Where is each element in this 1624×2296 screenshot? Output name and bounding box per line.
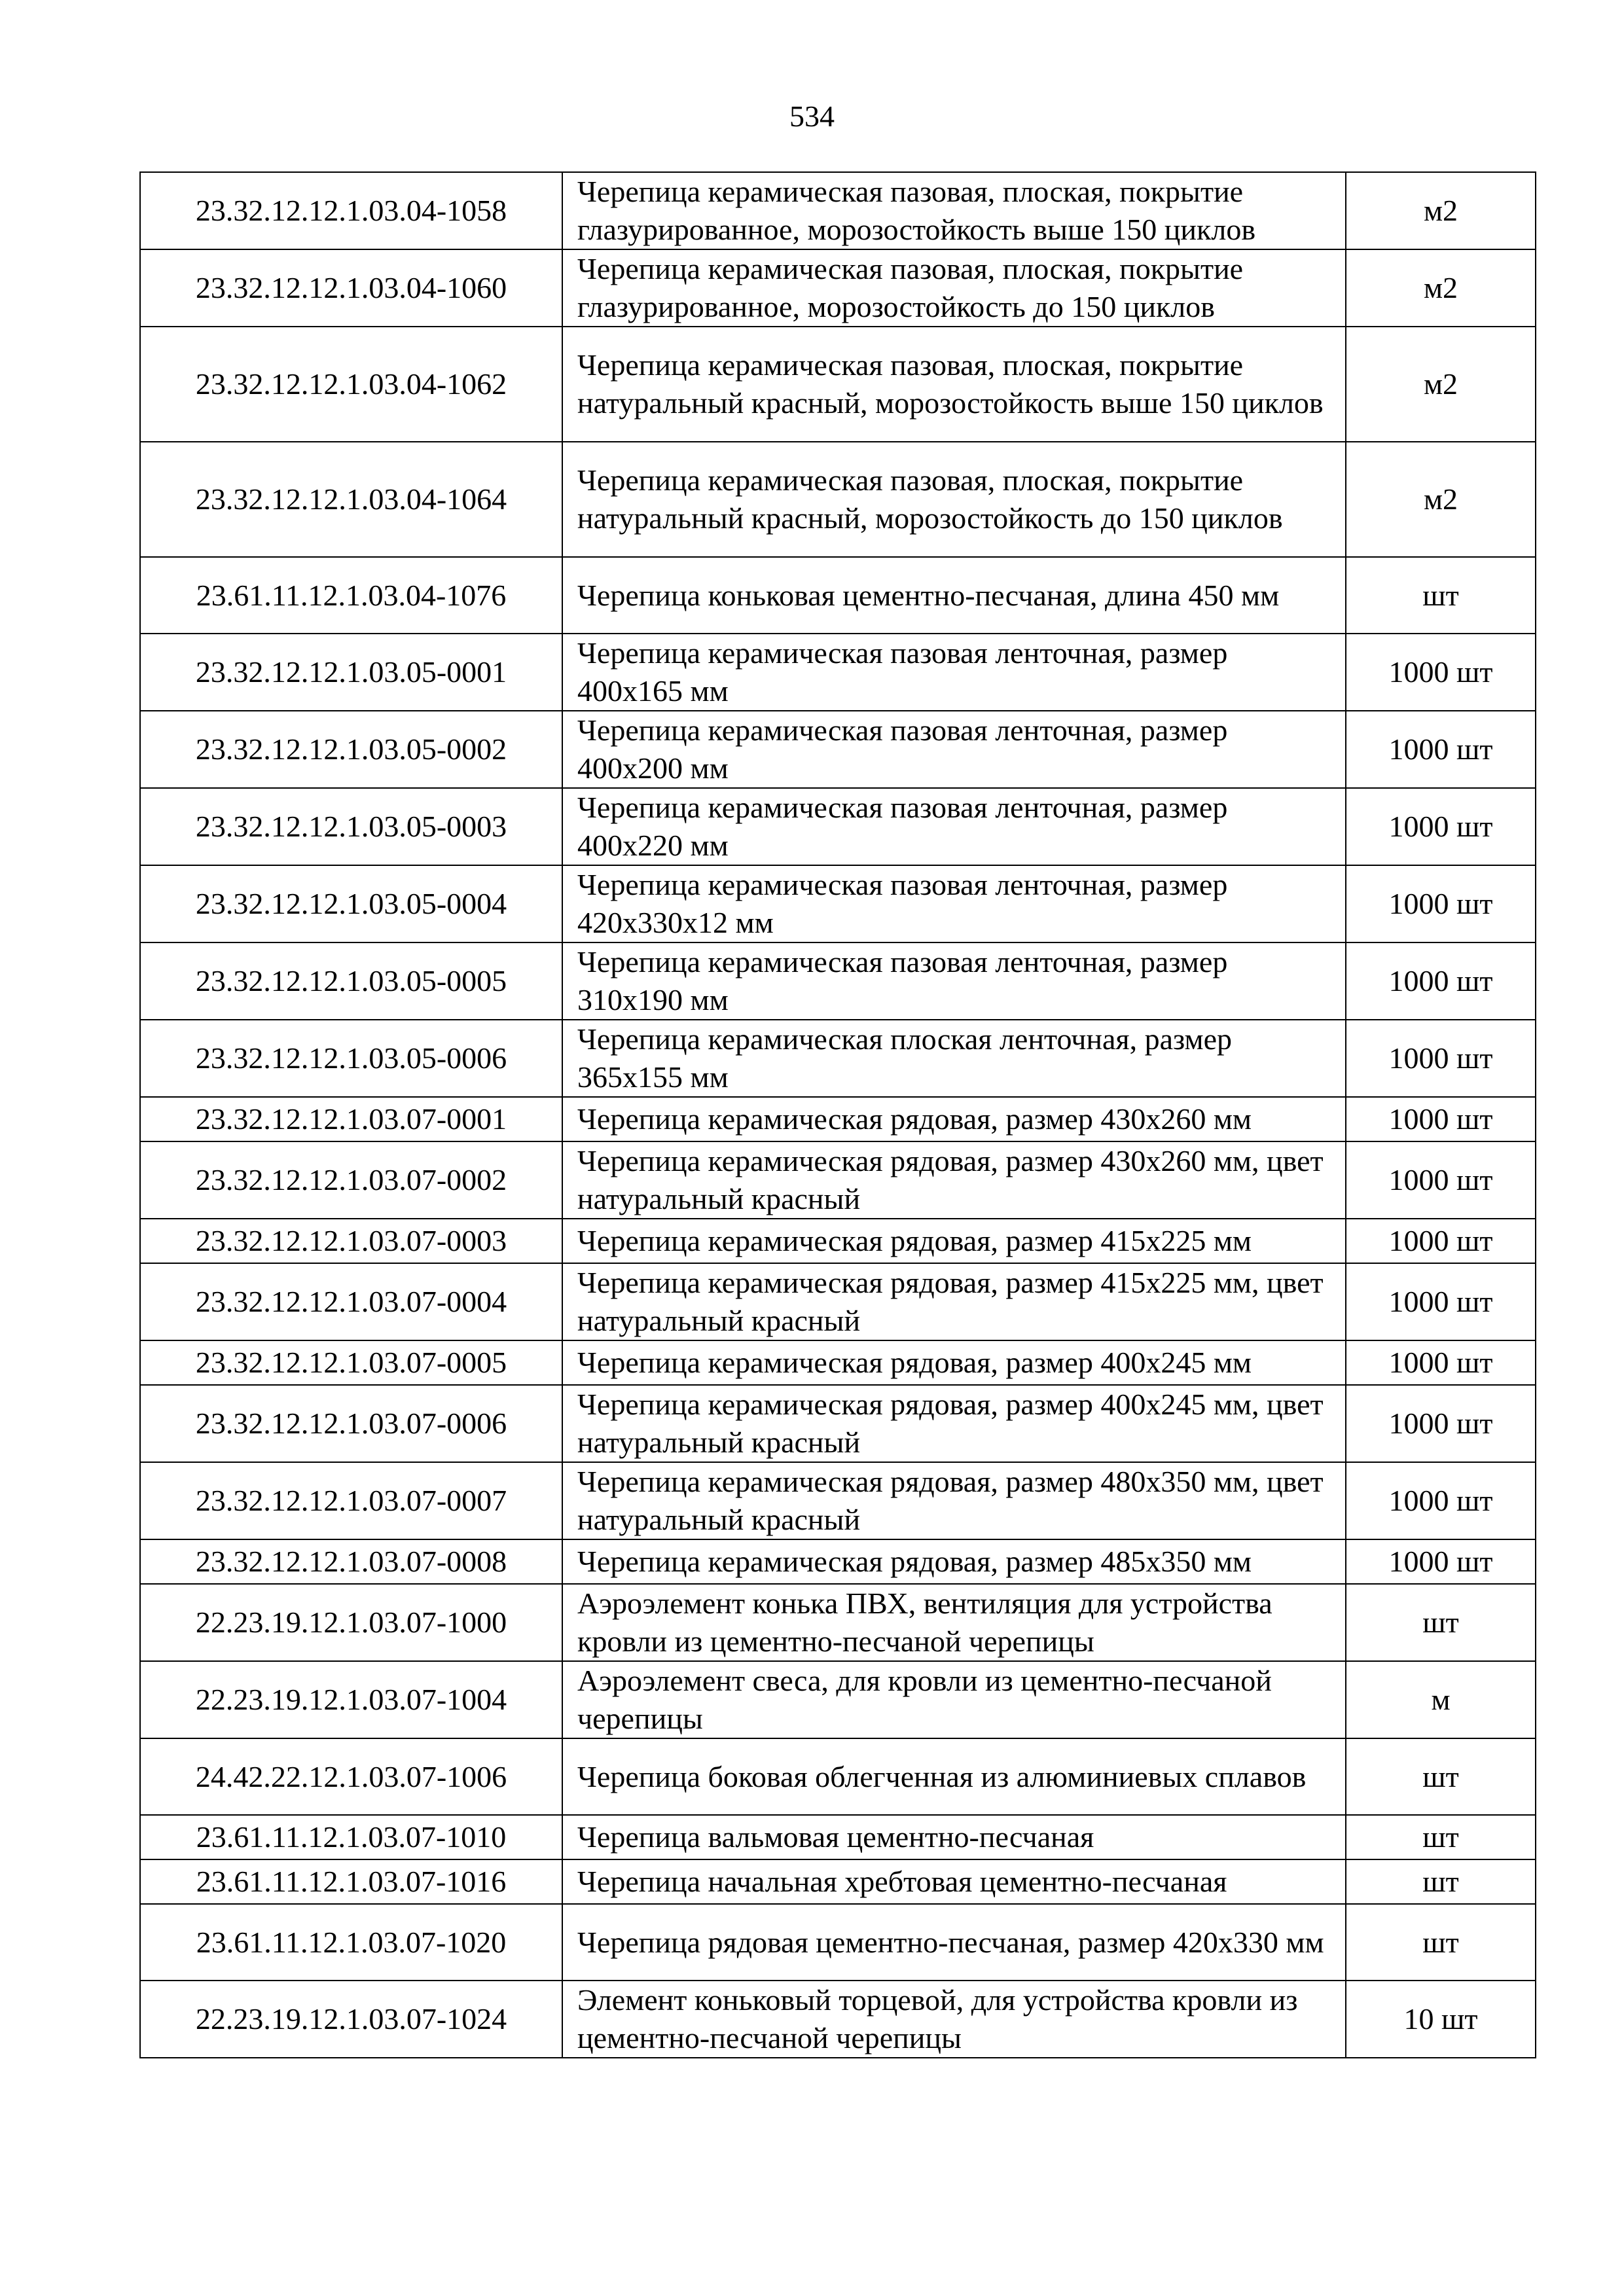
- row-code: 24.42.22.12.1.03.07-1006: [140, 1738, 562, 1815]
- row-code: 23.61.11.12.1.03.07-1016: [140, 1859, 562, 1904]
- row-unit: шт: [1346, 1815, 1536, 1859]
- table-row: [140, 327, 1536, 442]
- row-description: Черепица вальмовая цементно-песчаная: [562, 1815, 1346, 1859]
- row-code: 23.32.12.12.1.03.05-0001: [140, 634, 562, 711]
- row-code: 23.32.12.12.1.03.04-1058: [140, 172, 562, 249]
- row-description: Черепица начальная хребтовая цементно-песчаная: [562, 1859, 1346, 1904]
- row-code: 23.32.12.12.1.03.05-0005: [140, 942, 562, 1020]
- row-code: 23.32.12.12.1.03.04-1062: [140, 327, 562, 442]
- row-code: 23.32.12.12.1.03.05-0006: [140, 1020, 562, 1097]
- row-unit: шт: [1346, 1859, 1536, 1904]
- row-unit: 1000 шт: [1346, 1462, 1536, 1539]
- row-description: Черепица керамическая пазовая ленточная, размер 310х190 мм: [562, 942, 1346, 1020]
- row-description: Черепица керамическая пазовая ленточная, размер 400х165 мм: [562, 634, 1346, 711]
- row-description: Черепица керамическая рядовая, размер 400х245 мм, цвет натуральный красный: [562, 1385, 1346, 1462]
- row-code: 23.32.12.12.1.03.07-0006: [140, 1385, 562, 1462]
- table-row: [140, 1738, 1536, 1815]
- table-row: [140, 1584, 1536, 1661]
- row-description: Черепица керамическая пазовая ленточная, размер 400х200 мм: [562, 711, 1346, 788]
- row-unit: м2: [1346, 172, 1536, 249]
- row-code: 23.32.12.12.1.03.05-0003: [140, 788, 562, 865]
- row-code: 23.32.12.12.1.03.07-0001: [140, 1097, 562, 1141]
- row-unit: 1000 шт: [1346, 788, 1536, 865]
- table-row: [140, 1904, 1536, 1981]
- row-description: Черепица керамическая пазовая ленточная, размер 420х330х12 мм: [562, 865, 1346, 942]
- table-row: [140, 557, 1536, 634]
- row-unit: шт: [1346, 1738, 1536, 1815]
- table-row: [140, 1385, 1536, 1462]
- page-number: 534: [789, 99, 835, 133]
- row-unit: шт: [1346, 557, 1536, 634]
- row-description: Аэроэлемент свеса, для кровли из цементно-песчаной черепицы: [562, 1661, 1346, 1738]
- row-unit: 1000 шт: [1346, 1340, 1536, 1385]
- row-code: 23.32.12.12.1.03.04-1060: [140, 249, 562, 327]
- row-description: Элемент коньковый торцевой, для устройства кровли из цементно-песчаной черепицы: [562, 1981, 1346, 2058]
- table-row: [140, 442, 1536, 557]
- row-description: Черепица керамическая пазовая, плоская, покрытие натуральный красный, морозостойкость выше 150 циклов: [562, 327, 1346, 442]
- row-description: Черепица керамическая пазовая, плоская, покрытие глазурированное, морозостойкость до 150 циклов: [562, 249, 1346, 327]
- table-row: [140, 942, 1536, 1020]
- row-unit: 1000 шт: [1346, 711, 1536, 788]
- price-table: [139, 171, 1536, 2058]
- row-description: Черепица керамическая рядовая, размер 430х260 мм, цвет натуральный красный: [562, 1141, 1346, 1219]
- table-row: [140, 1859, 1536, 1904]
- row-code: 23.61.11.12.1.03.07-1020: [140, 1904, 562, 1981]
- table-row: [140, 1462, 1536, 1539]
- row-unit: 1000 шт: [1346, 1097, 1536, 1141]
- row-code: 22.23.19.12.1.03.07-1024: [140, 1981, 562, 2058]
- table-row: [140, 1661, 1536, 1738]
- row-unit: 1000 шт: [1346, 1219, 1536, 1263]
- row-unit: 1000 шт: [1346, 1539, 1536, 1584]
- row-unit: м2: [1346, 327, 1536, 442]
- row-code: 23.61.11.12.1.03.07-1010: [140, 1815, 562, 1859]
- row-code: 22.23.19.12.1.03.07-1000: [140, 1584, 562, 1661]
- row-description: Черепица боковая облегченная из алюминиевых сплавов: [562, 1738, 1346, 1815]
- table-row: [140, 634, 1536, 711]
- row-code: 23.32.12.12.1.03.07-0008: [140, 1539, 562, 1584]
- row-code: 23.32.12.12.1.03.05-0004: [140, 865, 562, 942]
- table-row: [140, 1219, 1536, 1263]
- row-code: 23.32.12.12.1.03.07-0004: [140, 1263, 562, 1340]
- row-description: Черепица керамическая пазовая, плоская, покрытие глазурированное, морозостойкость выше 150 циклов: [562, 172, 1346, 249]
- row-description: Черепица керамическая пазовая, плоская, покрытие натуральный красный, морозостойкость до 150 циклов: [562, 442, 1346, 557]
- row-unit: 1000 шт: [1346, 1020, 1536, 1097]
- table-row: [140, 1141, 1536, 1219]
- row-description: Черепица керамическая рядовая, размер 415х225 мм, цвет натуральный красный: [562, 1263, 1346, 1340]
- table-row: [140, 172, 1536, 249]
- row-unit: м: [1346, 1661, 1536, 1738]
- row-code: 23.32.12.12.1.03.07-0003: [140, 1219, 562, 1263]
- row-description: Черепица рядовая цементно-песчаная, размер 420х330 мм: [562, 1904, 1346, 1981]
- table-row: [140, 865, 1536, 942]
- row-code: 22.23.19.12.1.03.07-1004: [140, 1661, 562, 1738]
- row-description: Черепица керамическая плоская ленточная, размер 365х155 мм: [562, 1020, 1346, 1097]
- row-unit: 1000 шт: [1346, 1141, 1536, 1219]
- table-row: [140, 1539, 1536, 1584]
- table-row: [140, 1263, 1536, 1340]
- table-row: [140, 1097, 1536, 1141]
- row-description: Черепица керамическая рядовая, размер 430х260 мм: [562, 1097, 1346, 1141]
- table-row: [140, 1340, 1536, 1385]
- row-unit: 1000 шт: [1346, 1385, 1536, 1462]
- row-code: 23.32.12.12.1.03.04-1064: [140, 442, 562, 557]
- table-row: [140, 711, 1536, 788]
- row-unit: 1000 шт: [1346, 634, 1536, 711]
- row-description: Черепица керамическая рядовая, размер 415х225 мм: [562, 1219, 1346, 1263]
- table-row: [140, 1981, 1536, 2058]
- row-code: 23.32.12.12.1.03.07-0002: [140, 1141, 562, 1219]
- row-unit: 1000 шт: [1346, 865, 1536, 942]
- row-code: 23.32.12.12.1.03.07-0005: [140, 1340, 562, 1385]
- row-description: Черепица керамическая рядовая, размер 480х350 мм, цвет натуральный красный: [562, 1462, 1346, 1539]
- table-row: [140, 1020, 1536, 1097]
- row-code: 23.61.11.12.1.03.04-1076: [140, 557, 562, 634]
- row-code: 23.32.12.12.1.03.05-0002: [140, 711, 562, 788]
- row-unit: 1000 шт: [1346, 1263, 1536, 1340]
- table-row: [140, 1815, 1536, 1859]
- row-code: 23.32.12.12.1.03.07-0007: [140, 1462, 562, 1539]
- row-unit: м2: [1346, 442, 1536, 557]
- row-description: Черепица керамическая рядовая, размер 400х245 мм: [562, 1340, 1346, 1385]
- row-unit: шт: [1346, 1584, 1536, 1661]
- table-row: [140, 788, 1536, 865]
- row-unit: м2: [1346, 249, 1536, 327]
- row-unit: 1000 шт: [1346, 942, 1536, 1020]
- row-description: Черепица керамическая рядовая, размер 485х350 мм: [562, 1539, 1346, 1584]
- row-description: Черепица коньковая цементно-песчаная, длина 450 мм: [562, 557, 1346, 634]
- row-unit: шт: [1346, 1904, 1536, 1981]
- table-row: [140, 249, 1536, 327]
- row-description: Черепица керамическая пазовая ленточная, размер 400х220 мм: [562, 788, 1346, 865]
- row-description: Аэроэлемент конька ПВХ, вентиляция для устройства кровли из цементно-песчаной черепицы: [562, 1584, 1346, 1661]
- row-unit: 10 шт: [1346, 1981, 1536, 2058]
